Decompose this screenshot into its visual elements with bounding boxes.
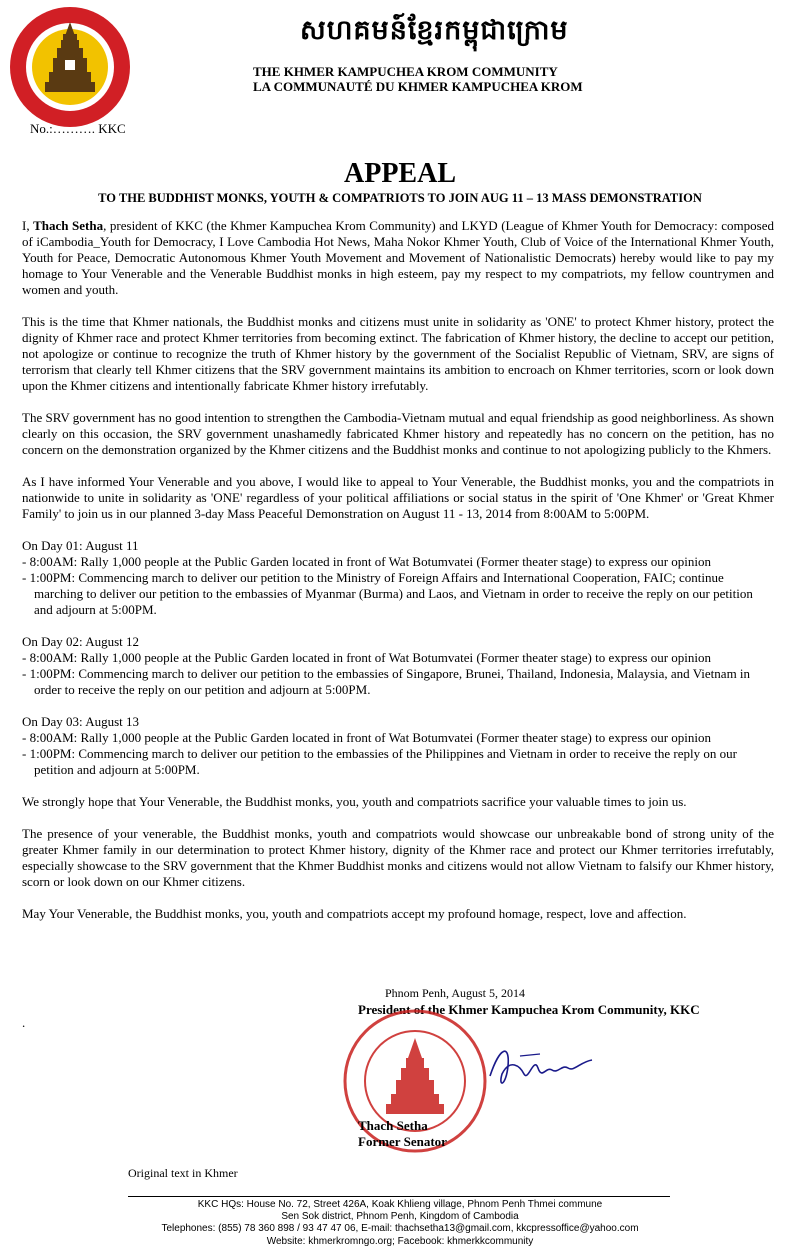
signature-date: Phnom Penh, August 5, 2014: [385, 986, 526, 1000]
day-heading: On Day 01: August 11: [22, 538, 139, 553]
schedule-item: - 8:00AM: Rally 1,000 people at the Public Garden located in front of Wat Botumvatei (Former theater stage) to express our opinion: [22, 554, 711, 569]
signatory-name: Thach Setha: [358, 1118, 428, 1133]
stray-mark: .: [22, 1015, 26, 1030]
signatory-title: President of the Khmer Kampuchea Krom Community, KKC: [358, 1002, 700, 1017]
kkc-logo: [7, 4, 133, 130]
schedule-item: - 1:00PM: Commencing march to deliver our petition to the embassies of Singapore, Brunei, Thailand, Indonesia, Malaysia, and Vietnam in order to receive the reply on our petition and adjourn at 5:00PM.: [22, 666, 751, 697]
author-name: Thach Setha: [33, 218, 104, 233]
closing-paragraph: May Your Venerable, the Buddhist monks, you, youth and compatriots accept my profound homage, respect, love and affection.: [22, 906, 687, 921]
footer-divider: [128, 1196, 670, 1197]
org-name-french: LA COMMUNAUTÉ DU KHMER KAMPUCHEA KROM: [253, 79, 583, 94]
schedule-item: - 8:00AM: Rally 1,000 people at the Public Garden located in front of Wat Botumvatei (Former theater stage) to express our opinion: [22, 730, 711, 745]
paragraph: This is the time that Khmer nationals, the Buddhist monks and citizens must unite in solidarity as 'ONE' to protect Khmer history, protect the dignity of Khmer race and protect Khmer territories from becoming extinct. The fabrication of Khmer history, the decline to accept our petition, not apologize or continue to recognize the truth of Khmer history by the government of the Socialist Republic of Vietnam, SRV, are signs of terrorism that clearly tell Khmer citizens that the SRV government maintains its ambition to encroach on Khmer territories, scorn or look down upon the Khmer citizens and intentionally fabricate Khmer history irrefutably.: [22, 314, 774, 393]
paragraph: As I have informed Your Venerable and you above, I would like to appeal to Your Venerable, the Buddhist monks, you and the compatriots in nationwide to unite in solidarity as 'ONE' regardless of your political affiliations or social status in the spirit of 'One Khmer' or 'Great Khmer Family' to join us in our planned 3-day Mass Peaceful Demonstration on August 11 - 13, 2014 from 8:00AM to 5:00PM.: [22, 474, 774, 521]
day-schedule: [22, 634, 774, 698]
original-language-note: Original text in Khmer: [128, 1166, 238, 1180]
day-schedule: [22, 714, 774, 778]
day-heading: On Day 03: August 13: [22, 714, 139, 729]
paragraph: The SRV government has no good intention to strengthen the Cambodia-Vietnam mutual and equal friendship as good neighborliness. As shown clearly on this occasion, the SRV government unashamedly fabricated Khmer history and repeatedly has no concern on the petition, has no concern on the demonstration organized by the Khmer citizens and the Buddhist monks and continue to not apologizing publicly to the Khmers.: [22, 410, 774, 457]
footer-line: Sen Sok district, Phnom Penh, Kingdom of Cambodia: [281, 1211, 519, 1223]
letter-body: [22, 218, 774, 938]
intro-paragraph: [22, 218, 774, 298]
handwritten-signature: [480, 1036, 600, 1096]
footer-line: Telephones: (855) 78 360 898 / 93 47 47 06, E-mail: thachsetha13@gmail.com, kkcpressoffice@yahoo.com: [161, 1223, 639, 1235]
schedule-item: - 1:00PM: Commencing march to deliver our petition to the embassies of the Philippines and Vietnam in order to receive the reply on our petition and adjourn at 5:00PM.: [22, 746, 737, 777]
day-schedule: [22, 538, 774, 618]
day-heading: On Day 02: August 12: [22, 634, 139, 649]
schedule-item: - 8:00AM: Rally 1,000 people at the Public Garden located in front of Wat Botumvatei (Former theater stage) to express our opinion: [22, 650, 711, 665]
footer-line: KKC HQs: House No. 72, Street 426A, Koak Khlieng village, Phnom Penh Thmei commune: [197, 1199, 603, 1210]
reference-number: No.:………. KKC: [30, 121, 126, 136]
schedule-item: - 1:00PM: Commencing march to deliver our petition to the Ministry of Foreign Affairs and International Cooperation, FAIC; continue marching to deliver our petition to the embassies of Myanmar (Burma) and Laos, and Vietnam in order to receive the reply on our petition and adjourn at 5:00PM.: [22, 570, 753, 617]
intro-lead: I,: [22, 218, 34, 233]
signatory-role: Former Senator: [358, 1134, 447, 1149]
document-subtitle: TO THE BUDDHIST MONKS, YOUTH & COMPATRIOTS TO JOIN AUG 11 – 13 MASS DEMONSTRATION: [98, 191, 702, 205]
closing-paragraph: We strongly hope that Your Venerable, the Buddhist monks, you, youth and compatriots sacrifice your valuable times to join us.: [22, 794, 687, 809]
document-title: APPEAL: [344, 158, 456, 189]
intro-text: , president of KKC (the Khmer Kampuchea Krom Community) and LKYD (League of Khmer Youth for Democracy: composed of iCambodia_Youth for Democracy, I Love Cambodia Hot News, Maha Nokor Khmer Youth, Club of Voice of the International Khmer Youth, Youth for Peace, Democratic Autonomous Khmer Youth Movement and Movement of Nationalistic Democrats) hereby would like to pay my homage to Your Venerable and the Venerable Buddhist monks in high esteem, pay my respect to my compatriots, my fellow countrymen and women and youth.: [22, 218, 774, 297]
khmer-org-title: សហគមន៍ខ្មែរកម្ពុជាក្រោម: [300, 15, 569, 45]
closing-paragraph: The presence of your venerable, the Buddhist monks, youth and compatriots would showcase our unbreakable bond of strong unity of the greater Khmer family in our determination to protect Khmer history, dignity of the Khmer race and protect our Khmer territories irrefutably, especially showcase to the SRV government that the Khmer Buddhist monks and citizens would not allow Vietnam to falsify our Khmer history, scorn or look down on our Khmer citizens.: [22, 826, 774, 889]
org-name-english: THE KHMER KAMPUCHEA KROM COMMUNITY: [253, 64, 558, 79]
footer-line: Website: khmerkromngo.org; Facebook: khmerkkcommunity: [266, 1235, 534, 1247]
footer-contact: [0, 1199, 800, 1248]
